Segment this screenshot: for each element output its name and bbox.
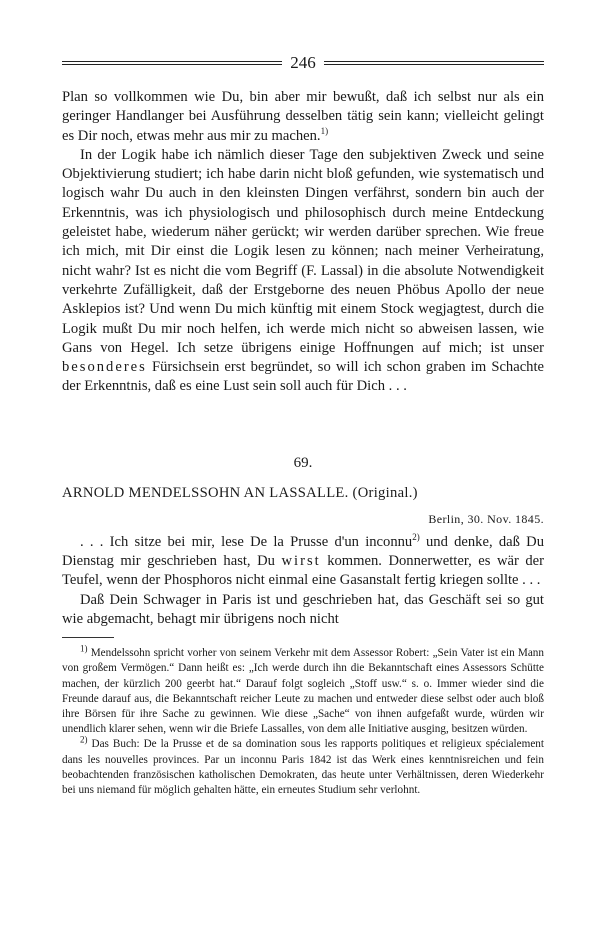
body-paragraph-2 [62,146,544,397]
emphasis-wirst: wirst [281,553,321,570]
page-header [62,52,544,74]
footnote-2-marker: 2) [80,734,88,745]
footnote-1 [62,643,544,737]
header-rule-left [62,61,282,65]
letter-paragraph-1-start: . . . Ich sitze bei mir, lese De la Prusse d'un inconnu [80,533,413,550]
header-rule-right [324,61,544,65]
letter-paragraph-1-mid: und denke, daß Du Dienstag mir geschrieben hast, Du [62,533,544,570]
letter-heading: ARNOLD MENDELSSOHN AN LASSALLE. (Original.) [62,484,418,501]
body-paragraph-1-text: Plan so vollkommen wie Du, bin aber mir bewußt, daß ich selbst nur als ein geringer Handlanger bei Ausführung desselben tätig sein kann; vielleicht gelingt es Dir noch, etwas mehr aus mir zu machen. [62,89,544,144]
footnote-divider [62,637,114,638]
emphasis-besonderes: besonderes [62,359,147,376]
letter-paragraph-1 [62,533,544,591]
letter-number: 69. [293,454,313,471]
page-number: 246 [290,53,316,72]
body-paragraph-2-text: In der Logik habe ich nämlich dieser Tage den subjektiven Zweck und seine Objektivierung studiert; ich habe darin nicht bloß gefunden, wie systematisch und logisch wahr Du auch in den kleinsten Dingen verfährst, sondern bin auch der Erkenntnis, was ich physiologisch und philosophisch durch meine Entdeckung geleistet habe, wiederum näher gerückt; wir werden darüber sprechen. Wie freue ich mich, mit Dir einst die Logik lesen zu können; nach meiner Verheiratung, nicht wahr? Ist es nicht die vom Begriff (F. Lassal) in die absolute Notwendigkeit verkehrte Zufälligkeit, daß der Erstgeborne des neuen Phöbus Apollo der neue Asklepios ist? Und wenn Du mich künftig mit einem Stock wegjagtest, durch die Logik mußt Du mir noch helfen, ich werde mich nicht so abweisen lassen, wie Gans von Hegel. Ich setze übrigens einige Hoffnungen auf mich; ist unser [62,146,544,356]
footnote-2 [62,734,545,798]
footnote-1-marker: 1) [80,643,88,654]
footnote-ref-1: 1) [320,125,329,136]
footnote-1-text: Mendelssohn spricht vorher von seinem Verkehr mit dem Assessor Robert: „Sein Vater ist ein Mann von großem Vermögen.“ Dann heißt es: „Ich werde durch ihn die Bekanntschaft eines Assessors Schütte machen, der kürzlich 200 geerbt hat.“ Darauf folgt sogleich „Stoff usw.“ s. o. Immer wieder sind die Freunde darauf aus, die Bekanntschaft reicher Leute zu machen und entweder diese selbst oder auch bloß ihre Börsen für ihre Sache zu gewinnen. Wie diese „Sache“ von ihnen aufgefaßt wurde, würden wir unendlich klarer sehen, wenn wir die Briefe Lassalles, von dem alle Initiative ausging, besitzen würden. [62,647,544,736]
letter-paragraph-2: Daß Dein Schwager in Paris ist und geschrieben hat, das Geschäft sei so gut wie abgemacht, behagt mir übrigens noch nicht [62,591,544,627]
body-paragraph-2-end: Fürsichsein erst begründet, so will ich schon graben im Schachte der Erkenntnis, daß es eine Lust sein soll auch für Dich . . . [62,359,544,395]
footnote-2-text: Das Buch: De la Prusse et de sa domination sous les rapports politiques et religieux spécialement dans les nouvelles provinces. Par un inconnu Paris 1842 ist das Werk eines kenntnisreichen und fein beobachtenden französischen katholischen Demokraten, das heute unter Verhältnissen, deren Wiederkehr bei uns niemand für möglich gehalten hätte, ein erneutes Studium sehr verlohnt. [62,738,545,797]
letter-date: Berlin, 30. Nov. 1845. [428,511,544,526]
book-page [62,52,544,798]
body-paragraph-1 [62,88,544,146]
footnote-ref-2: 2) [412,531,420,542]
letter-paragraph-1-end: kommen. Donnerwetter, es wär der Teufel, wenn der Phosphoros nicht einmal eine Gasanstalt fertig kriegen sollte . . . [62,553,544,589]
